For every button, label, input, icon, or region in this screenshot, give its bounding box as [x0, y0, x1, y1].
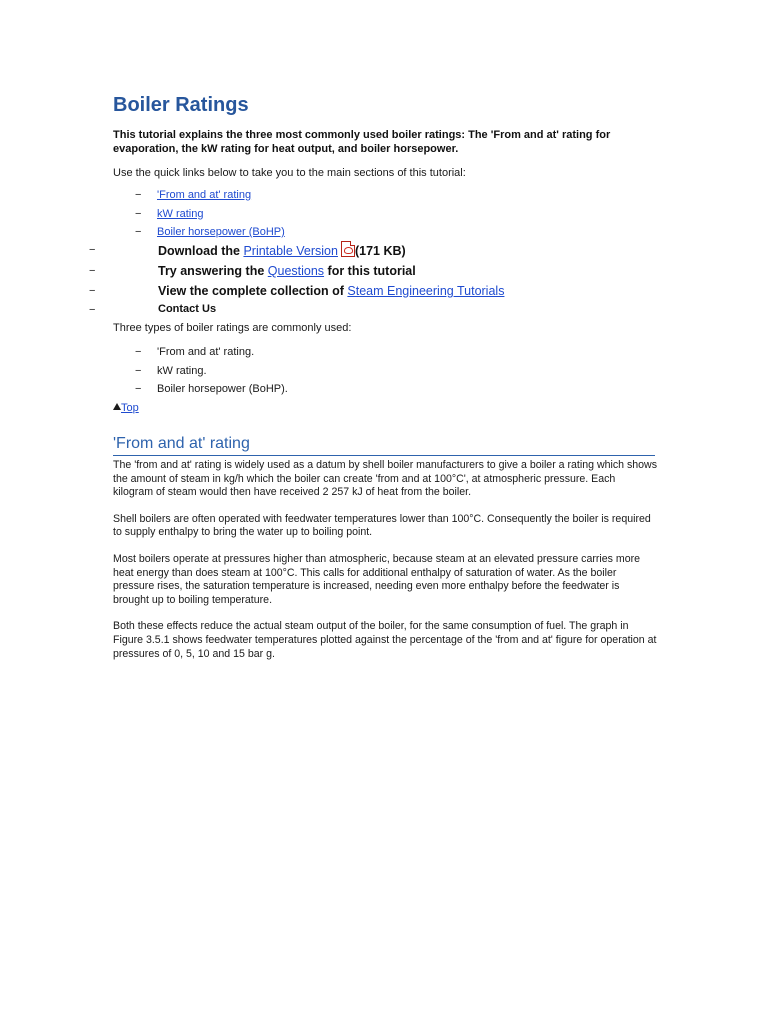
questions-link[interactable]: Questions — [267, 264, 325, 278]
rating-type-label: kW rating. — [157, 364, 207, 377]
download-prefix: Download the — [158, 244, 240, 258]
quick-links-intro: Use the quick links below to take you to the main sections of this tutorial: — [113, 167, 466, 179]
bullet-dash: − — [89, 304, 96, 316]
intro-summary: This tutorial explains the three most commonly used boiler ratings: The 'From and at' rating for evaporation, the kW rating for heat output, and boiler horsepower. — [113, 129, 611, 155]
bullet-dash: − — [135, 207, 142, 220]
list-item — [113, 188, 658, 207]
rating-type-label: 'From and at' rating. — [157, 346, 255, 358]
questions-prefix: Try answering the — [158, 264, 265, 278]
up-arrow-icon[interactable] — [113, 403, 121, 410]
quick-link-boiler-horsepower[interactable]: Boiler horsepower (BoHP) — [157, 226, 285, 238]
bullet-dash: − — [135, 383, 142, 395]
rating-types-list — [113, 345, 658, 401]
printable-version-link[interactable]: Printable Version — [243, 244, 338, 258]
bullet-dash: − — [135, 189, 142, 201]
quick-links-list — [113, 188, 658, 244]
bullet-dash: − — [135, 346, 142, 358]
pdf-icon[interactable] — [341, 241, 355, 257]
bullet-dash: − — [89, 285, 96, 297]
paragraph: Shell boilers are often operated with feedwater temperatures lower than 100°C. Consequently the boiler is required to supply enthalpy to bring the water up to boiling point. — [113, 512, 651, 539]
contact-row — [0, 301, 768, 321]
questions-suffix: for this tutorial — [327, 264, 416, 278]
quick-link-kw-rating[interactable]: kW rating — [157, 207, 204, 220]
list-item — [113, 345, 658, 364]
intro-section — [113, 92, 658, 244]
rating-types-section — [113, 321, 658, 401]
bullet-dash: − — [89, 244, 96, 256]
paragraph: The 'from and at' rating is widely used as a datum by shell boiler manufacturers to give a boiler a rating which shows the amount of steam in kg/h which the boiler can create 'from and at 100°C', at atmospheric pressure. Each kilogram of steam would then have received 2 257 kJ of heat from the boiler. — [113, 459, 658, 499]
contact-us-link[interactable]: Contact Us — [158, 303, 217, 315]
download-row — [0, 241, 768, 261]
section-heading: 'From and at' rating — [113, 434, 655, 456]
bullet-dash: − — [135, 364, 142, 377]
bullet-dash: − — [135, 226, 142, 238]
back-to-top — [113, 401, 139, 415]
collection-prefix: View the complete collection of — [158, 284, 344, 298]
list-item — [113, 364, 658, 383]
paragraph: Most boilers operate at pressures higher than atmospheric, because steam at an elevated pressure carries more heat energy than does steam at 100°C. This calls for additional enthalpy of saturation of water. As the boiler pressure rises, the saturation temperature is increased, needing even more enthalpy before the feedwater is brought up to boiling temperature. — [113, 552, 641, 606]
list-item — [113, 207, 658, 226]
collection-row — [0, 282, 768, 302]
top-link[interactable]: Top — [121, 402, 139, 414]
section-body — [113, 459, 658, 674]
rating-types-intro: Three types of boiler ratings are commonly used: — [113, 322, 352, 334]
paragraph: Both these effects reduce the actual steam output of the boiler, for the same consumption of fuel. The graph in Figure 3.5.1 shows feedwater temperatures plotted against the percentage of the 'from and at' figure for operation at pressures of 0, 5, 10 and 15 bar g. — [113, 620, 657, 660]
list-item — [113, 382, 658, 401]
questions-row — [0, 262, 768, 282]
page-title: Boiler Ratings — [113, 94, 249, 116]
download-size: (171 KB) — [354, 244, 406, 258]
steam-engineering-tutorials-link[interactable]: Steam Engineering Tutorials — [347, 284, 505, 298]
rating-type-label: Boiler horsepower (BoHP). — [157, 383, 288, 395]
quick-link-from-and-at[interactable]: 'From and at' rating — [157, 189, 252, 201]
bullet-dash: − — [89, 265, 96, 277]
